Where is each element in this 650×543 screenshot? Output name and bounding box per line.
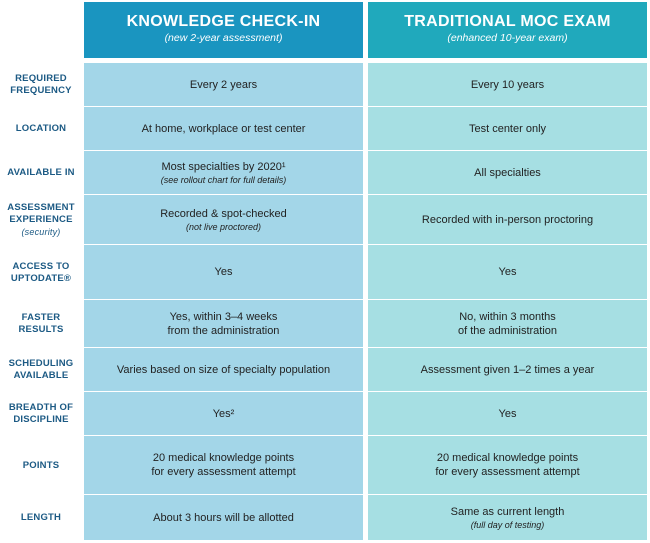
cell-text: Yes [214, 266, 233, 278]
column-body [84, 63, 363, 540]
table-cell [368, 107, 647, 151]
cell-text: 20 medical knowledge points [436, 452, 579, 464]
column-knowledge-check-in [84, 2, 363, 524]
cell-text: Yes² [212, 407, 235, 420]
column-header [368, 2, 647, 58]
row-label-line: FASTER [21, 312, 61, 323]
cell-text: All specialties [474, 166, 541, 179]
cell-text: About 3 hours will be allotted [153, 511, 294, 524]
row-label-sub: (security) [21, 227, 61, 237]
table-cell [368, 245, 647, 300]
cell-text: for every assessment attempt [435, 466, 580, 478]
table-cell [368, 348, 647, 392]
row-label-line: AVAILABLE IN [7, 167, 75, 178]
table-cell [84, 195, 363, 245]
row-label-length [0, 495, 82, 540]
cell-text: Recorded & spot-checked [160, 207, 287, 220]
table-cell [84, 495, 363, 540]
cell-text: Yes, within 3–4 weeks [169, 310, 278, 323]
row-label-line: FREQUENCY [10, 85, 72, 96]
table-cell [84, 436, 363, 495]
row-label-faster-results [0, 300, 82, 348]
cell-text: Yes [498, 407, 517, 420]
table-cell [84, 107, 363, 151]
table-cell [84, 348, 363, 392]
table-cell [84, 151, 363, 195]
cell-text: At home, workplace or test center [141, 122, 306, 135]
cell-note: (see rollout chart for full details) [160, 174, 287, 185]
column-subtitle: (enhanced 10-year exam) [447, 32, 568, 44]
row-label-line: EXPERIENCE [9, 214, 73, 225]
column-title: KNOWLEDGE CHECK-IN [126, 13, 321, 30]
row-label-line: RESULTS [18, 324, 64, 335]
cell-text: Assessment given 1–2 times a year [420, 363, 595, 376]
cell-text: for every assessment attempt [151, 466, 296, 478]
row-label-line: UPTODATE® [10, 272, 72, 284]
row-label-line: LENGTH [20, 511, 62, 523]
row-label-line: REQUIRED [15, 73, 67, 84]
row-labels [0, 63, 82, 540]
table-cell [368, 392, 647, 436]
row-label-assessment-experience [0, 195, 82, 245]
column-traditional-moc-exam [368, 2, 647, 530]
row-label-line: ASSESSMENT [7, 202, 75, 213]
table-cell [84, 63, 363, 107]
column-header [84, 2, 363, 58]
column-subtitle: (new 2-year assessment) [164, 32, 283, 44]
row-label-line: BREADTH OF [8, 402, 74, 413]
row-label-points [0, 436, 82, 495]
table-cell [84, 300, 363, 348]
cell-text: Varies based on size of specialty population [116, 363, 331, 376]
table-cell [368, 300, 647, 348]
column-title: TRADITIONAL MOC EXAM [404, 13, 611, 30]
row-label-line: ACCESS TO [12, 260, 70, 272]
row-label-location [0, 107, 82, 151]
row-label-breadth-of-discipline [0, 392, 82, 436]
table-cell [84, 245, 363, 300]
cell-text: Yes [498, 266, 517, 278]
cell-text: Most specialties by 2020¹ [161, 160, 286, 173]
cell-text: from the administration [167, 324, 280, 337]
row-label-line: LOCATION [15, 123, 67, 134]
table-cell [84, 392, 363, 436]
cell-note: (full day of testing) [470, 519, 545, 530]
cell-text: Every 2 years [189, 78, 258, 91]
row-label-line: POINTS [22, 459, 60, 471]
cell-note: (not live proctored) [185, 221, 262, 232]
table-cell [368, 151, 647, 195]
row-label-access-to-uptodate [0, 245, 82, 300]
cell-text: Recorded with in-person proctoring [421, 213, 594, 226]
row-label-line: SCHEDULING [8, 358, 74, 369]
row-label-scheduling-available [0, 348, 82, 392]
cell-text: No, within 3 months [459, 310, 556, 323]
table-cell [368, 63, 647, 107]
cell-text: Same as current length [450, 505, 565, 518]
cell-text: Test center only [468, 122, 547, 135]
cell-text: 20 medical knowledge points [152, 452, 295, 464]
row-label-required-frequency [0, 63, 82, 107]
cell-text: Every 10 years [470, 78, 545, 91]
row-label-line: DISCIPLINE [13, 414, 69, 425]
table-cell [368, 195, 647, 245]
row-label-available-in [0, 151, 82, 195]
column-body [368, 63, 647, 540]
row-label-line: AVAILABLE [13, 370, 69, 381]
cell-text: of the administration [457, 324, 558, 337]
table-cell [368, 495, 647, 540]
table-cell [368, 436, 647, 495]
